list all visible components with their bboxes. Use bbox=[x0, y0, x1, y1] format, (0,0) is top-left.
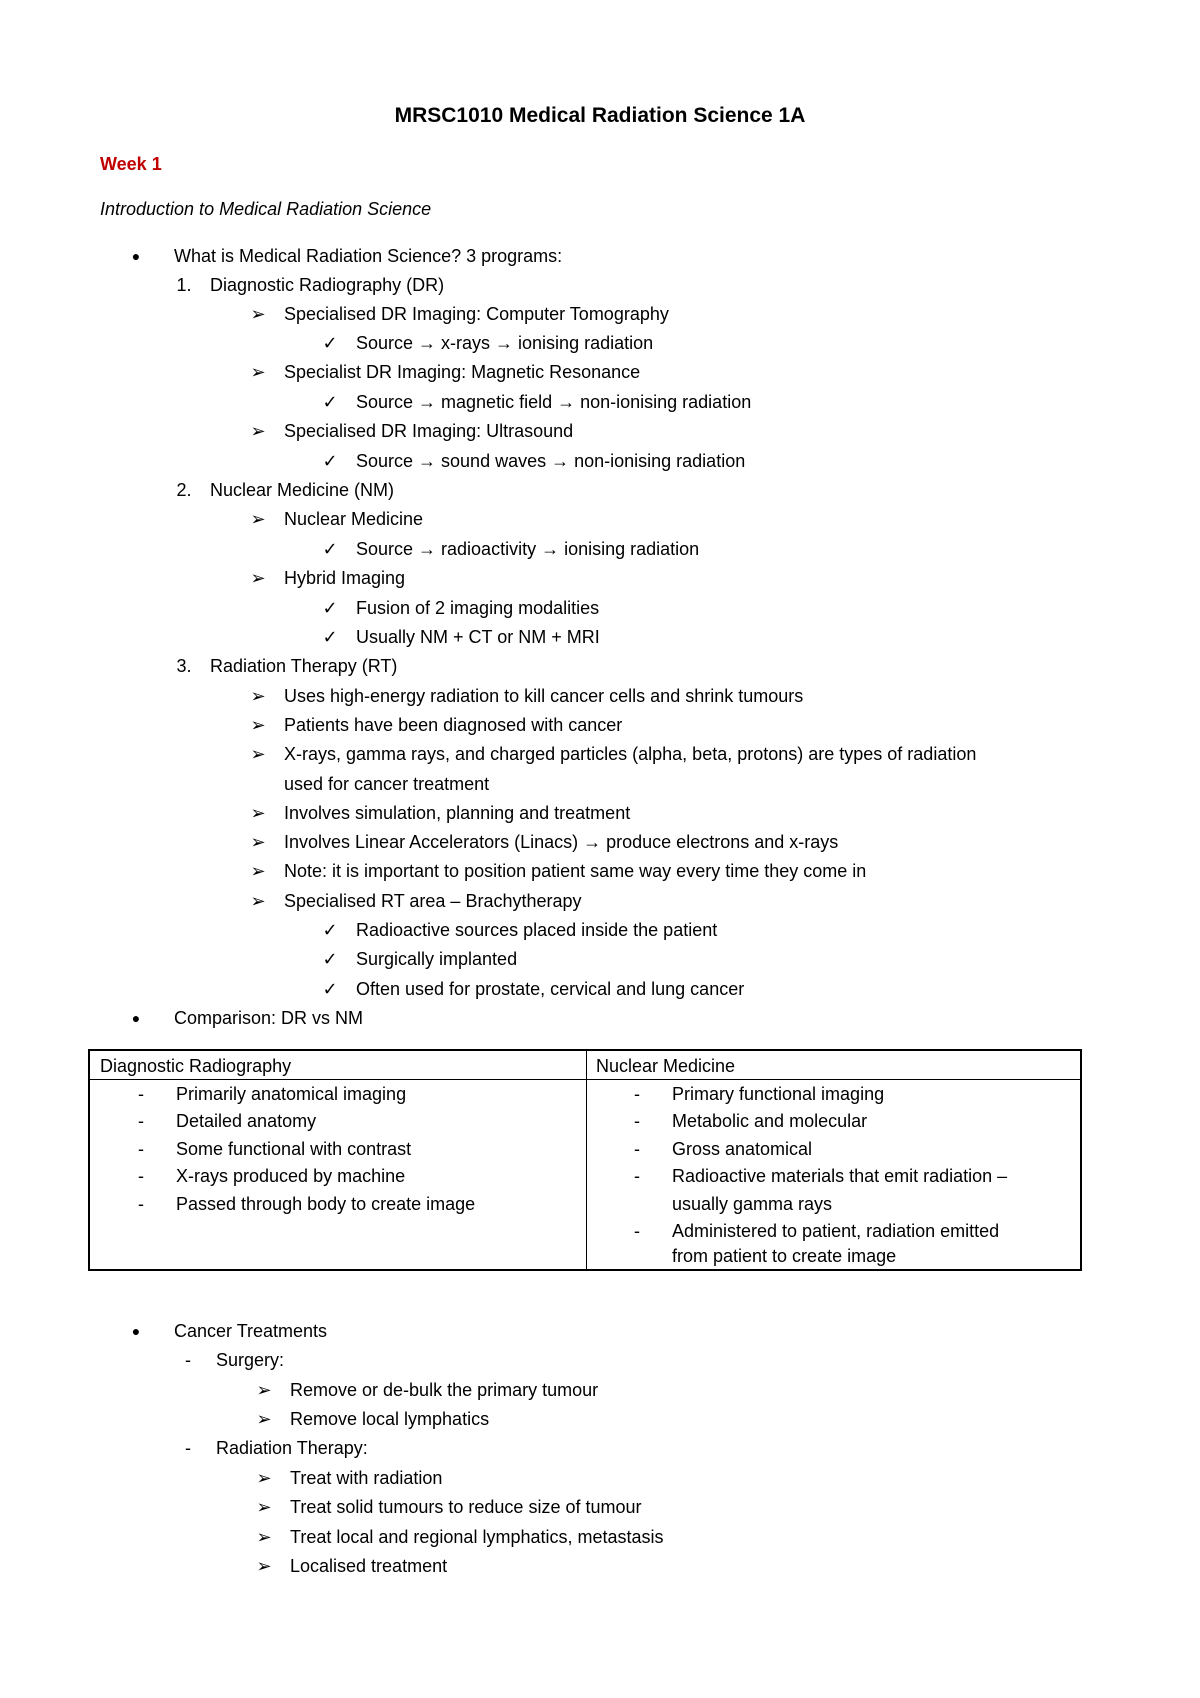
arrow-bullet-icon: ➢ bbox=[256, 1497, 272, 1517]
checkmark-icon: ✓ bbox=[322, 539, 338, 559]
table-cell-continuation: usually gamma rays bbox=[672, 1194, 833, 1214]
checkmark-icon: ✓ bbox=[322, 920, 338, 940]
list-item: Treat local and regional lymphatics, metastasis bbox=[290, 1527, 664, 1547]
list-item: X-rays, gamma rays, and charged particles (alpha, beta, protons) are types of radiation bbox=[284, 744, 977, 764]
dash-bullet: - bbox=[138, 1166, 144, 1186]
list-item-continuation: used for cancer treatment bbox=[284, 774, 490, 794]
list-item: Involves simulation, planning and treatment bbox=[284, 803, 631, 823]
dash-bullet: - bbox=[634, 1084, 640, 1104]
comparison-table bbox=[88, 1049, 1082, 1271]
arrow-bullet-icon: ➢ bbox=[256, 1409, 272, 1429]
table-cell: Metabolic and molecular bbox=[672, 1111, 868, 1131]
arrow-bullet-icon: ➢ bbox=[256, 1380, 272, 1400]
table-cell: Primarily anatomical imaging bbox=[176, 1084, 407, 1104]
list-number: 3. bbox=[176, 656, 192, 676]
checkmark-icon: ✓ bbox=[322, 451, 338, 471]
dash-bullet: - bbox=[634, 1166, 640, 1186]
arrow-bullet-icon: ➢ bbox=[250, 362, 266, 382]
list-item: Specialised RT area – Brachytherapy bbox=[284, 891, 582, 911]
list-item: Uses high-energy radiation to kill cancer cells and shrink tumours bbox=[284, 686, 804, 706]
dash-bullet: - bbox=[185, 1438, 191, 1458]
list-item: What is Medical Radiation Science? 3 programs: bbox=[174, 246, 563, 266]
arrow-bullet-icon: ➢ bbox=[250, 421, 266, 441]
arrow-bullet-icon: ➢ bbox=[256, 1468, 272, 1488]
table-cell: Detailed anatomy bbox=[176, 1111, 317, 1131]
checkmark-icon: ✓ bbox=[322, 627, 338, 647]
table-header-nm: Nuclear Medicine bbox=[596, 1056, 736, 1076]
table-cell: X-rays produced by machine bbox=[176, 1166, 406, 1186]
arrow-bullet-icon: ➢ bbox=[250, 744, 266, 764]
list-item: Hybrid Imaging bbox=[284, 568, 406, 588]
table-header-divider bbox=[90, 1079, 1080, 1080]
table-cell: Radioactive materials that emit radiation – bbox=[672, 1166, 1008, 1186]
list-item: Nuclear Medicine bbox=[284, 509, 424, 529]
section-subtitle: Introduction to Medical Radiation Science bbox=[100, 199, 432, 219]
checkmark-icon: ✓ bbox=[322, 949, 338, 969]
table-cell: Administered to patient, radiation emitted bbox=[672, 1221, 1000, 1241]
arrow-bullet-icon: ➢ bbox=[250, 509, 266, 529]
arrow-bullet-icon: ➢ bbox=[250, 803, 266, 823]
list-item: Surgery: bbox=[216, 1350, 285, 1370]
list-item: Treat with radiation bbox=[290, 1468, 443, 1488]
arrow-bullet-icon: ➢ bbox=[250, 686, 266, 706]
list-item: Specialised DR Imaging: Ultrasound bbox=[284, 421, 574, 441]
bullet-icon: ● bbox=[131, 248, 141, 264]
arrow-bullet-icon: ➢ bbox=[250, 304, 266, 324]
list-item: Specialist DR Imaging: Magnetic Resonance bbox=[284, 362, 641, 382]
arrow-bullet-icon: ➢ bbox=[250, 832, 266, 852]
list-item: Remove or de-bulk the primary tumour bbox=[290, 1380, 599, 1400]
list-item: Fusion of 2 imaging modalities bbox=[356, 598, 600, 618]
list-item: Radiation Therapy: bbox=[216, 1438, 368, 1458]
week-heading: Week 1 bbox=[100, 154, 162, 174]
bullet-icon: ● bbox=[131, 1010, 141, 1026]
list-item: Usually NM + CT or NM + MRI bbox=[356, 627, 600, 647]
dash-bullet: - bbox=[138, 1084, 144, 1104]
list-item: Remove local lymphatics bbox=[290, 1409, 490, 1429]
list-item: Note: it is important to position patient same way every time they come in bbox=[284, 861, 867, 881]
arrow-bullet-icon: ➢ bbox=[250, 715, 266, 735]
table-header-dr: Diagnostic Radiography bbox=[100, 1056, 292, 1076]
list-item: Source → x-rays → ionising radiation bbox=[356, 333, 654, 353]
list-item: Nuclear Medicine (NM) bbox=[210, 480, 395, 500]
table-cell-continuation: from patient to create image bbox=[672, 1246, 897, 1266]
table-cell: Gross anatomical bbox=[672, 1139, 813, 1159]
list-item: Source → radioactivity → ionising radiation bbox=[356, 539, 700, 559]
list-item: Specialised DR Imaging: Computer Tomography bbox=[284, 304, 669, 324]
checkmark-icon: ✓ bbox=[322, 392, 338, 412]
list-number: 1. bbox=[176, 275, 192, 295]
list-item: Involves Linear Accelerators (Linacs) → produce electrons and x-rays bbox=[284, 832, 839, 852]
list-item: Cancer Treatments bbox=[174, 1321, 328, 1341]
list-item: Source → sound waves → non-ionising radiation bbox=[356, 451, 746, 471]
dash-bullet: - bbox=[634, 1221, 640, 1241]
dash-bullet: - bbox=[138, 1139, 144, 1159]
document-title: MRSC1010 Medical Radiation Science 1A bbox=[394, 104, 806, 127]
list-number: 2. bbox=[176, 480, 192, 500]
table-cell: Primary functional imaging bbox=[672, 1084, 885, 1104]
table-column-divider bbox=[586, 1051, 587, 1269]
list-item: Surgically implanted bbox=[356, 949, 518, 969]
list-item: Patients have been diagnosed with cancer bbox=[284, 715, 623, 735]
checkmark-icon: ✓ bbox=[322, 598, 338, 618]
checkmark-icon: ✓ bbox=[322, 979, 338, 999]
table-cell: Passed through body to create image bbox=[176, 1194, 476, 1214]
arrow-bullet-icon: ➢ bbox=[256, 1527, 272, 1547]
arrow-bullet-icon: ➢ bbox=[250, 568, 266, 588]
arrow-bullet-icon: ➢ bbox=[250, 861, 266, 881]
dash-bullet: - bbox=[634, 1139, 640, 1159]
dash-bullet: - bbox=[138, 1194, 144, 1214]
list-item: Comparison: DR vs NM bbox=[174, 1008, 364, 1028]
checkmark-icon: ✓ bbox=[322, 333, 338, 353]
table-cell: Some functional with contrast bbox=[176, 1139, 412, 1159]
list-item: Often used for prostate, cervical and lung cancer bbox=[356, 979, 745, 999]
bullet-icon: ● bbox=[131, 1323, 141, 1339]
arrow-bullet-icon: ➢ bbox=[256, 1556, 272, 1576]
dash-bullet: - bbox=[185, 1350, 191, 1370]
dash-bullet: - bbox=[138, 1111, 144, 1131]
dash-bullet: - bbox=[634, 1111, 640, 1131]
list-item: Localised treatment bbox=[290, 1556, 448, 1576]
list-item: Source → magnetic field → non-ionising radiation bbox=[356, 392, 752, 412]
arrow-bullet-icon: ➢ bbox=[250, 891, 266, 911]
list-item: Radioactive sources placed inside the patient bbox=[356, 920, 718, 940]
list-item: Radiation Therapy (RT) bbox=[210, 656, 398, 676]
list-item: Treat solid tumours to reduce size of tumour bbox=[290, 1497, 642, 1517]
list-item: Diagnostic Radiography (DR) bbox=[210, 275, 445, 295]
